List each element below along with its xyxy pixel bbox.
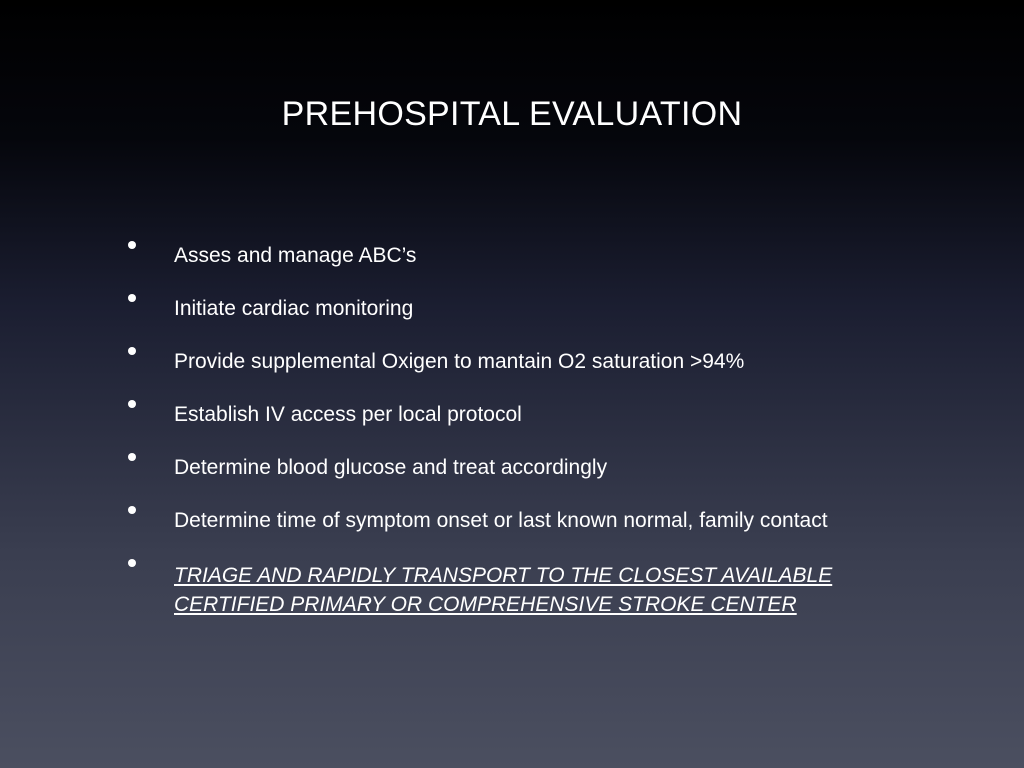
bullet-text: Determine blood glucose and treat accordingly: [174, 456, 608, 479]
bullet-text: Initiate cardiac monitoring: [174, 297, 414, 320]
bullet-text-emphasized: TRIAGE AND RAPIDLY TRANSPORT TO THE CLOSEST AVAILABLE CERTIFIED PRIMARY OR COMPREHENSIVE STROKE CENTER: [174, 564, 833, 616]
bullet-text: Provide supplemental Oxigen to mantain O2 saturation >94%: [174, 350, 745, 373]
bullet-icon: [128, 559, 136, 567]
slide-title: PREHOSPITAL EVALUATION: [281, 95, 743, 133]
bullet-text: Determine time of symptom onset or last known normal, family contact: [174, 509, 828, 532]
bullet-text: Establish IV access per local protocol: [174, 403, 522, 426]
bullet-icon: [128, 453, 136, 461]
bullet-icon: [128, 400, 136, 408]
bullet-icon: [128, 294, 136, 302]
bullet-icon: [128, 241, 136, 249]
bullet-icon: [128, 347, 136, 355]
bullet-icon: [128, 506, 136, 514]
bullet-text: Asses and manage ABC’s: [174, 244, 417, 267]
